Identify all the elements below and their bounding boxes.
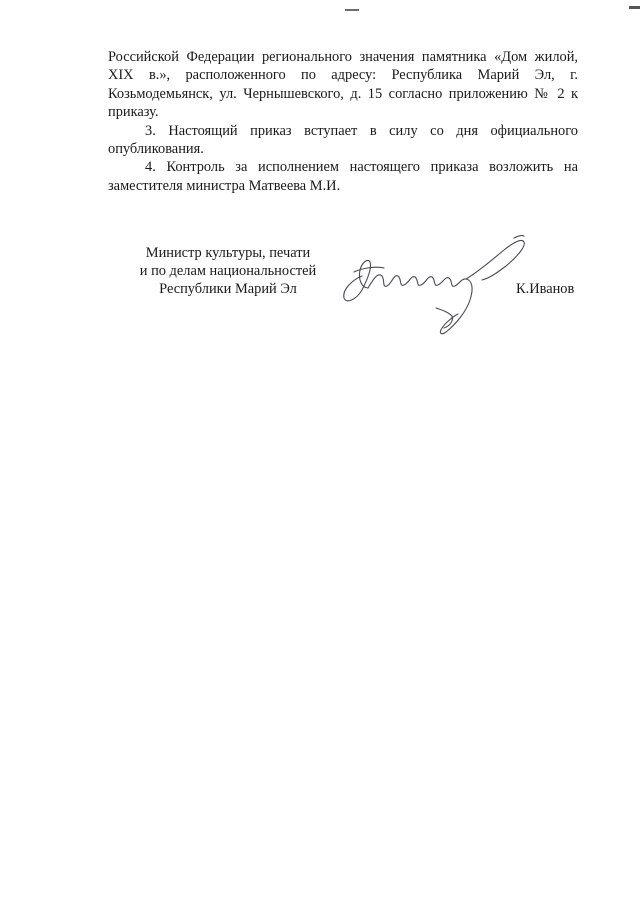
signatory-title-line-1: Министр культуры, печати [145,245,311,261]
signatory-title-line-3: Республики Марий Эл [159,280,297,297]
scan-mark-edge [629,6,640,9]
scan-mark-top [345,9,359,11]
document-body [108,48,578,195]
signatory-title [128,245,328,298]
signatory-title-line-2: и по делам национальностей [139,262,317,279]
paragraph-continuation: Российской Федерации регионального значения памятника «Дом жилой, XIX в.», расположенного по адресу: Республика Марий Эл, г. Козьмодемьянск, ул. Чернышевского, д. 15 согласно приложению № 2 к приказу. [108,49,578,121]
signatory-name: К.Иванов [516,281,575,297]
paragraph-3: 3. Настоящий приказ вступает в силу со дня официального опубликования. [108,122,578,158]
paragraph-4: 4. Контроль за исполнением настоящего приказа возложить на заместителя министра Матвеева М.И. [108,159,578,194]
handwritten-signature [332,228,542,338]
